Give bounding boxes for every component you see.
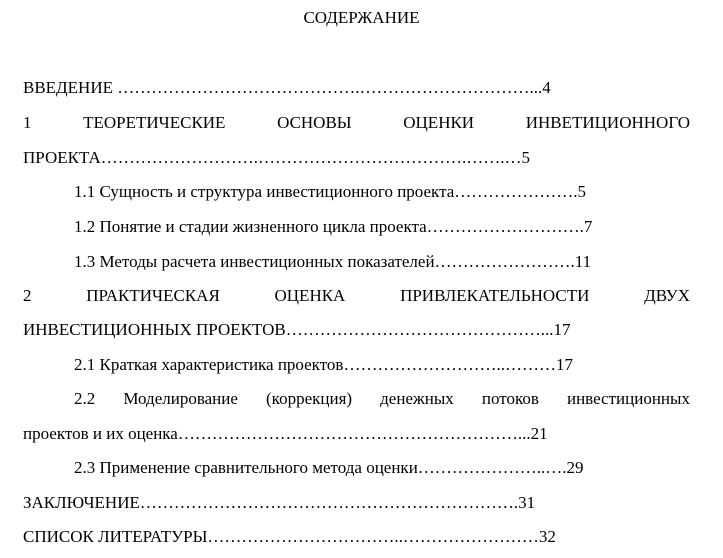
toc-word: ДВУХ xyxy=(644,286,690,305)
toc-entry-2-1: 2.1 Краткая характеристика проектов………………………..………17 xyxy=(74,355,573,374)
toc-word: ОСНОВЫ xyxy=(277,113,352,132)
toc-entry-section-1-heading xyxy=(23,113,690,133)
toc-entry-references: СПИСОК ЛИТЕРАТУРЫ……………………………..……………………32 xyxy=(23,527,556,546)
toc-title: СОДЕРЖАНИЕ xyxy=(303,8,420,27)
toc-entry-2-2-heading xyxy=(74,389,690,409)
toc-word: потоков xyxy=(481,389,539,408)
toc-entry-conclusion: ЗАКЛЮЧЕНИЕ………………………………………………………….31 xyxy=(23,493,536,512)
toc-word: 1 xyxy=(23,113,32,132)
toc-word: 2.2 xyxy=(74,389,96,408)
toc-entry-section-2-heading xyxy=(23,286,690,306)
toc-entry-section-1-continuation: ПРОЕКТА……………………….……………………………….…….…5 xyxy=(23,148,531,167)
toc-word: ПРИВЛЕКАТЕЛЬНОСТИ xyxy=(400,286,590,305)
toc-word: ОЦЕНКА xyxy=(274,286,346,305)
toc-word: Моделирование xyxy=(123,389,238,408)
toc-entry-introduction: ВВЕДЕНИЕ …………………………………….…………………………...4 xyxy=(23,78,551,97)
toc-entry-section-2-continuation: ИНВЕСТИЦИОННЫХ ПРОЕКТОВ………………………………………...17 xyxy=(23,320,571,339)
toc-entry-1-3: 1.3 Методы расчета инвестиционных показателей…………………….11 xyxy=(74,252,592,271)
toc-word: ИНВЕТИЦИОННОГО xyxy=(525,113,690,132)
toc-word: (коррекция) xyxy=(266,389,353,408)
toc-word: ТЕОРЕТИЧЕСКИЕ xyxy=(83,113,226,132)
toc-entry-1-2: 1.2 Понятие и стадии жизненного цикла проекта……………………….7 xyxy=(74,217,593,236)
toc-word: денежных xyxy=(380,389,454,408)
toc-word: инвестиционных xyxy=(566,389,690,408)
toc-word: ОЦЕНКИ xyxy=(403,113,475,132)
toc-word: ПРАКТИЧЕСКАЯ xyxy=(86,286,220,305)
toc-word: 2 xyxy=(23,286,32,305)
toc-entry-2-3: 2.3 Применение сравнительного метода оценки…………………..….29 xyxy=(74,458,584,477)
toc-entry-2-2-continuation: проектов и их оценка……………………………………………………...21 xyxy=(23,424,548,443)
toc-entry-1-1: 1.1 Сущность и структура инвестиционного проекта………………….5 xyxy=(74,182,587,201)
